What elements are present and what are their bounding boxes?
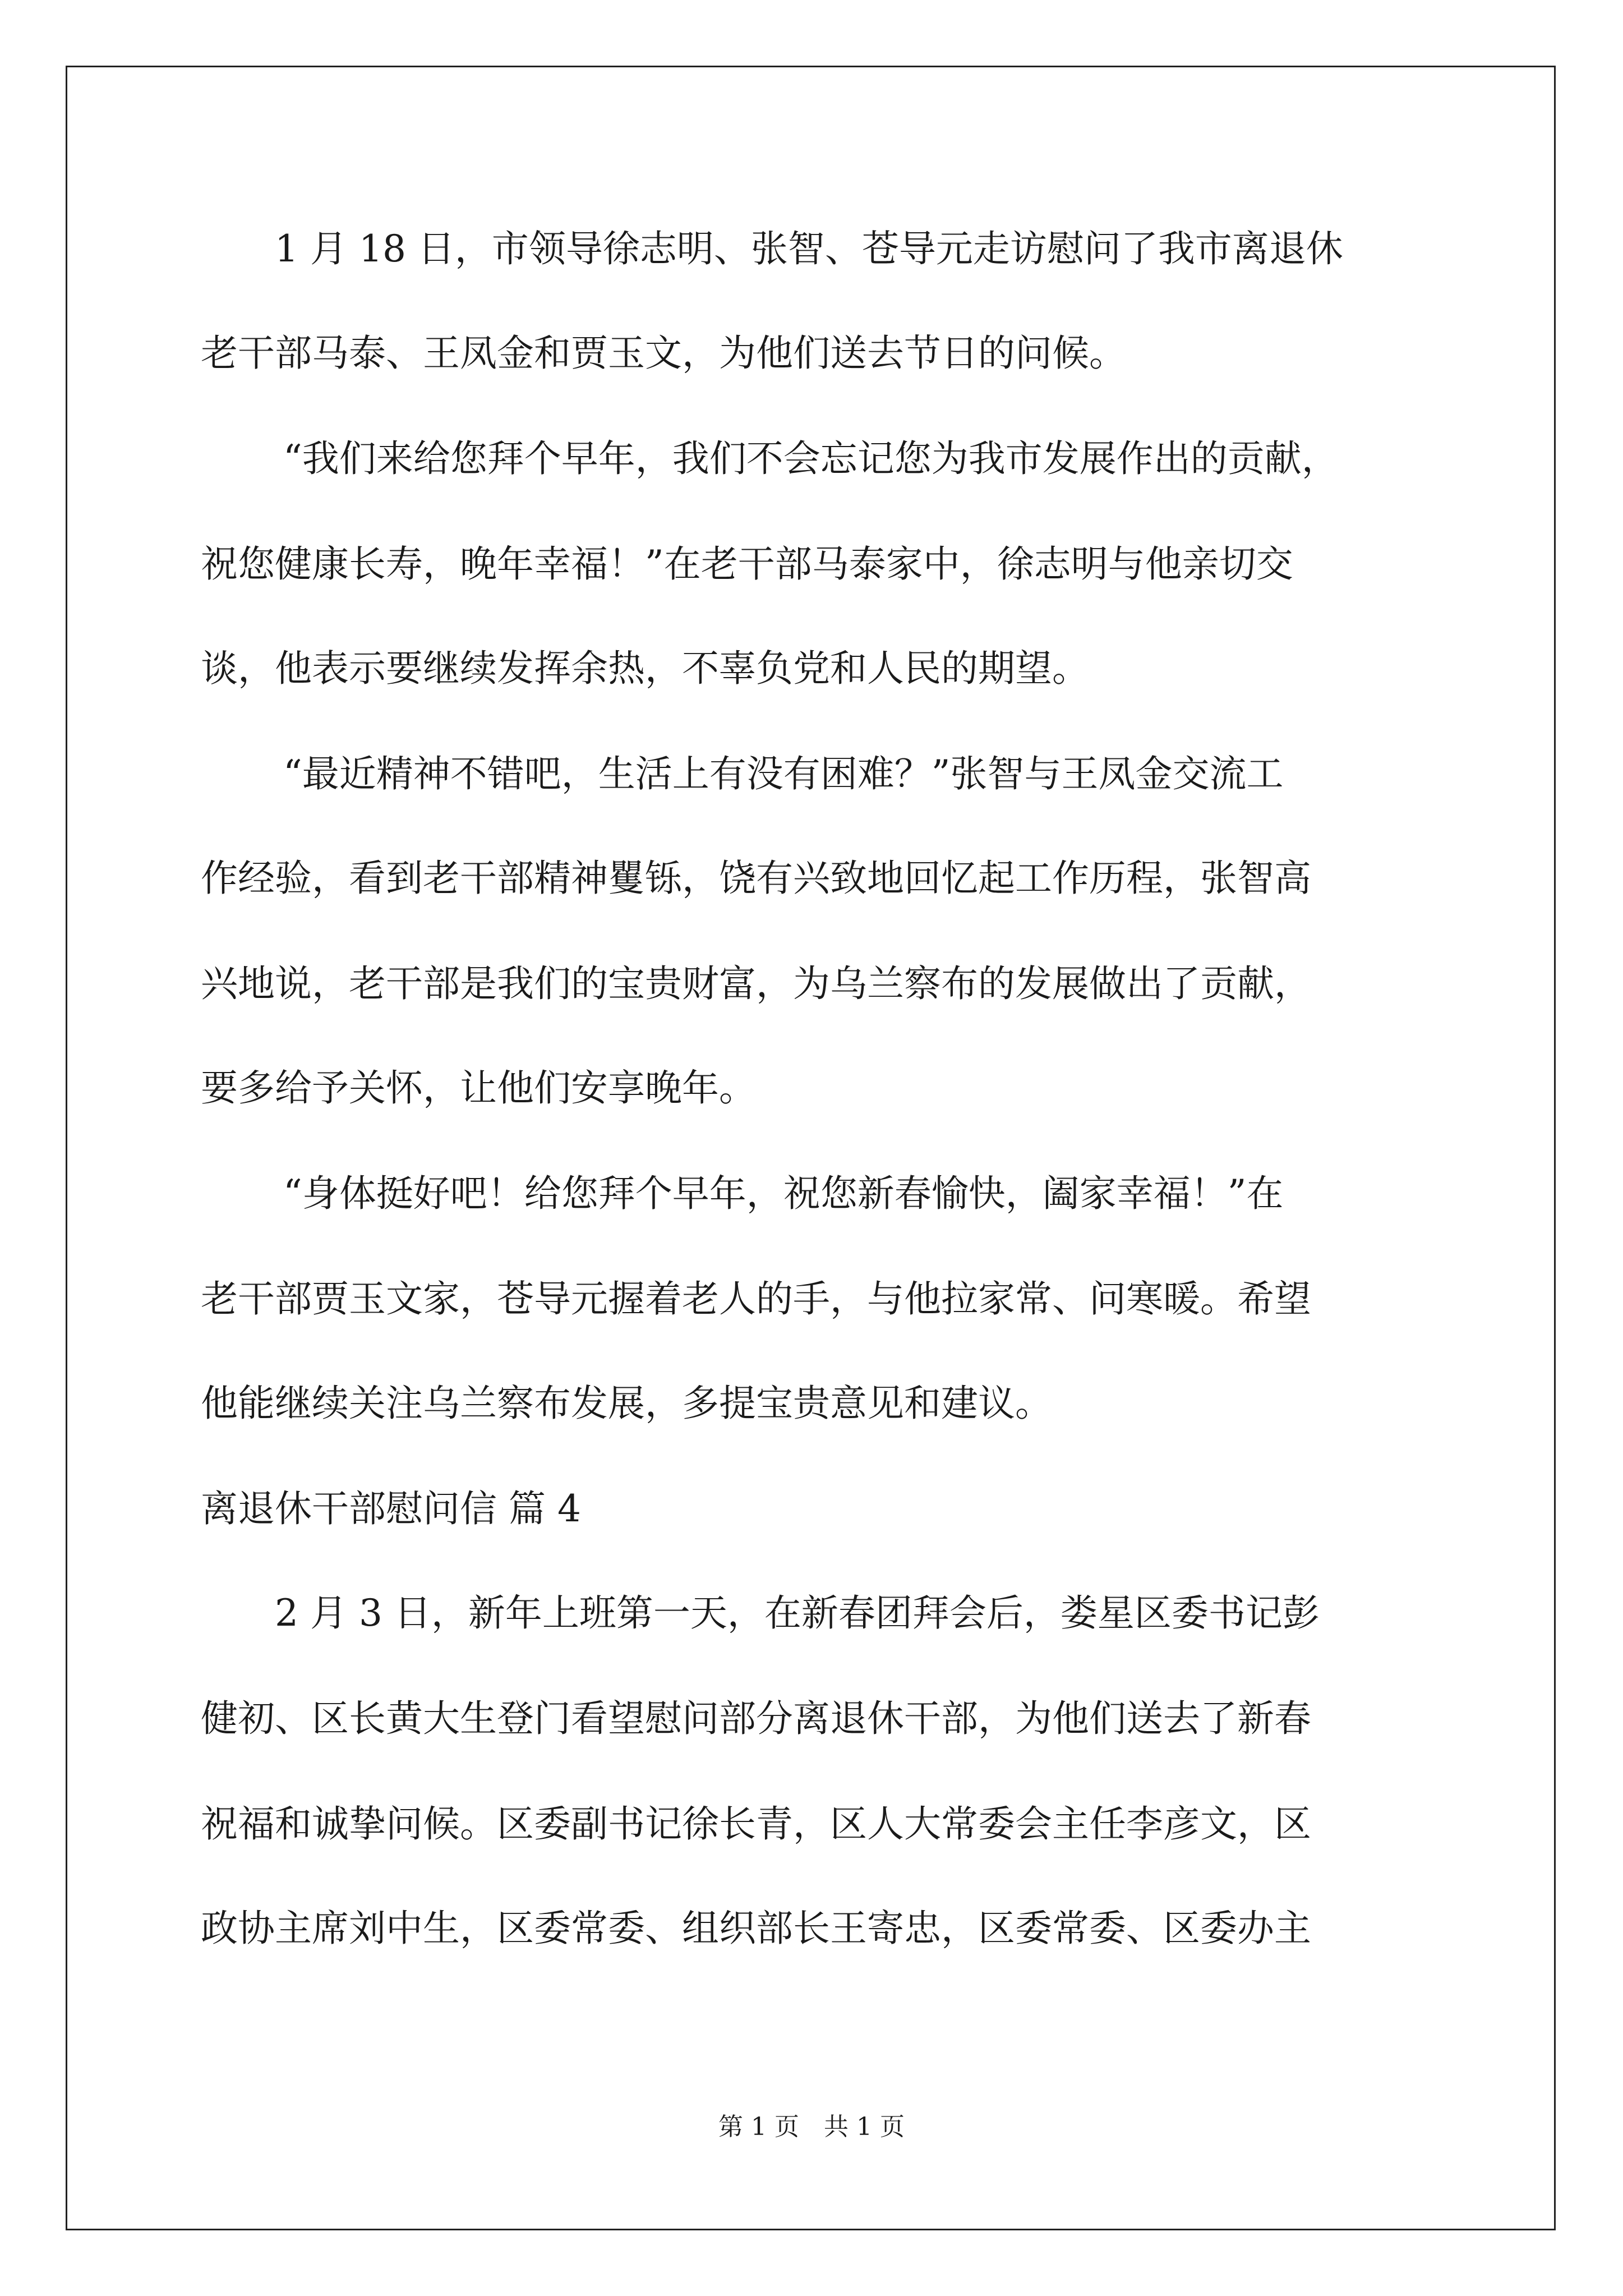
text-line: 2 月 3 日，新年上班第一天，在新春团拜会后，娄星区委书记彭 (275, 1591, 1320, 1635)
text-line: 祝您健康长寿，晚年幸福！”在老干部马泰家中，徐志明与他亲切交 (201, 542, 1293, 586)
text-line: 要多给予关怀，让他们安享晚年。 (201, 1066, 756, 1110)
text-line: 兴地说，老干部是我们的宝贵财富，为乌兰察布的发展做出了贡献， (201, 962, 1311, 1005)
text-line: “我们来给您拜个早年，我们不会忘记您为我市发展作出的贡献， (283, 437, 1339, 480)
text-line: 作经验，看到老干部精神矍铄，饶有兴致地回忆起工作历程，张智高 (201, 857, 1311, 900)
text-line: 政协主席刘中生，区委常委、组织部长王寄忠，区委常委、区委办主 (201, 1907, 1311, 1950)
text-line: 祝福和诚挚问候。区委副书记徐长青，区人大常委会主任李彦文，区 (201, 1802, 1311, 1846)
section-heading: 离退休干部慰问信 篇 4 (201, 1487, 581, 1530)
text-line: 健初、区长黄大生登门看望慰问部分离退休干部，为他们送去了新春 (201, 1697, 1311, 1740)
text-line: 1 月 18 日，市领导徐志明、张智、苍导元走访慰问了我市离退休 (275, 227, 1343, 270)
text-line: 谈，他表示要继续发挥余热，不辜负党和人民的期望。 (201, 647, 1089, 690)
text-line: 老干部贾玉文家，苍导元握着老人的手，与他拉家常、问寒暖。希望 (201, 1277, 1311, 1320)
page-footer: 第 1 页 共 1 页 (718, 2113, 905, 2141)
text-line: “身体挺好吧！给您拜个早年，祝您新春愉快，阖家幸福！”在 (283, 1172, 1284, 1215)
text-line: “最近精神不错吧，生活上有没有困难？”张智与王凤金交流工 (283, 752, 1284, 795)
text-line: 老干部马泰、王凤金和贾玉文，为他们送去节日的问候。 (201, 332, 1126, 375)
text-line: 他能继续关注乌兰察布发展，多提宝贵意见和建议。 (201, 1382, 1052, 1425)
